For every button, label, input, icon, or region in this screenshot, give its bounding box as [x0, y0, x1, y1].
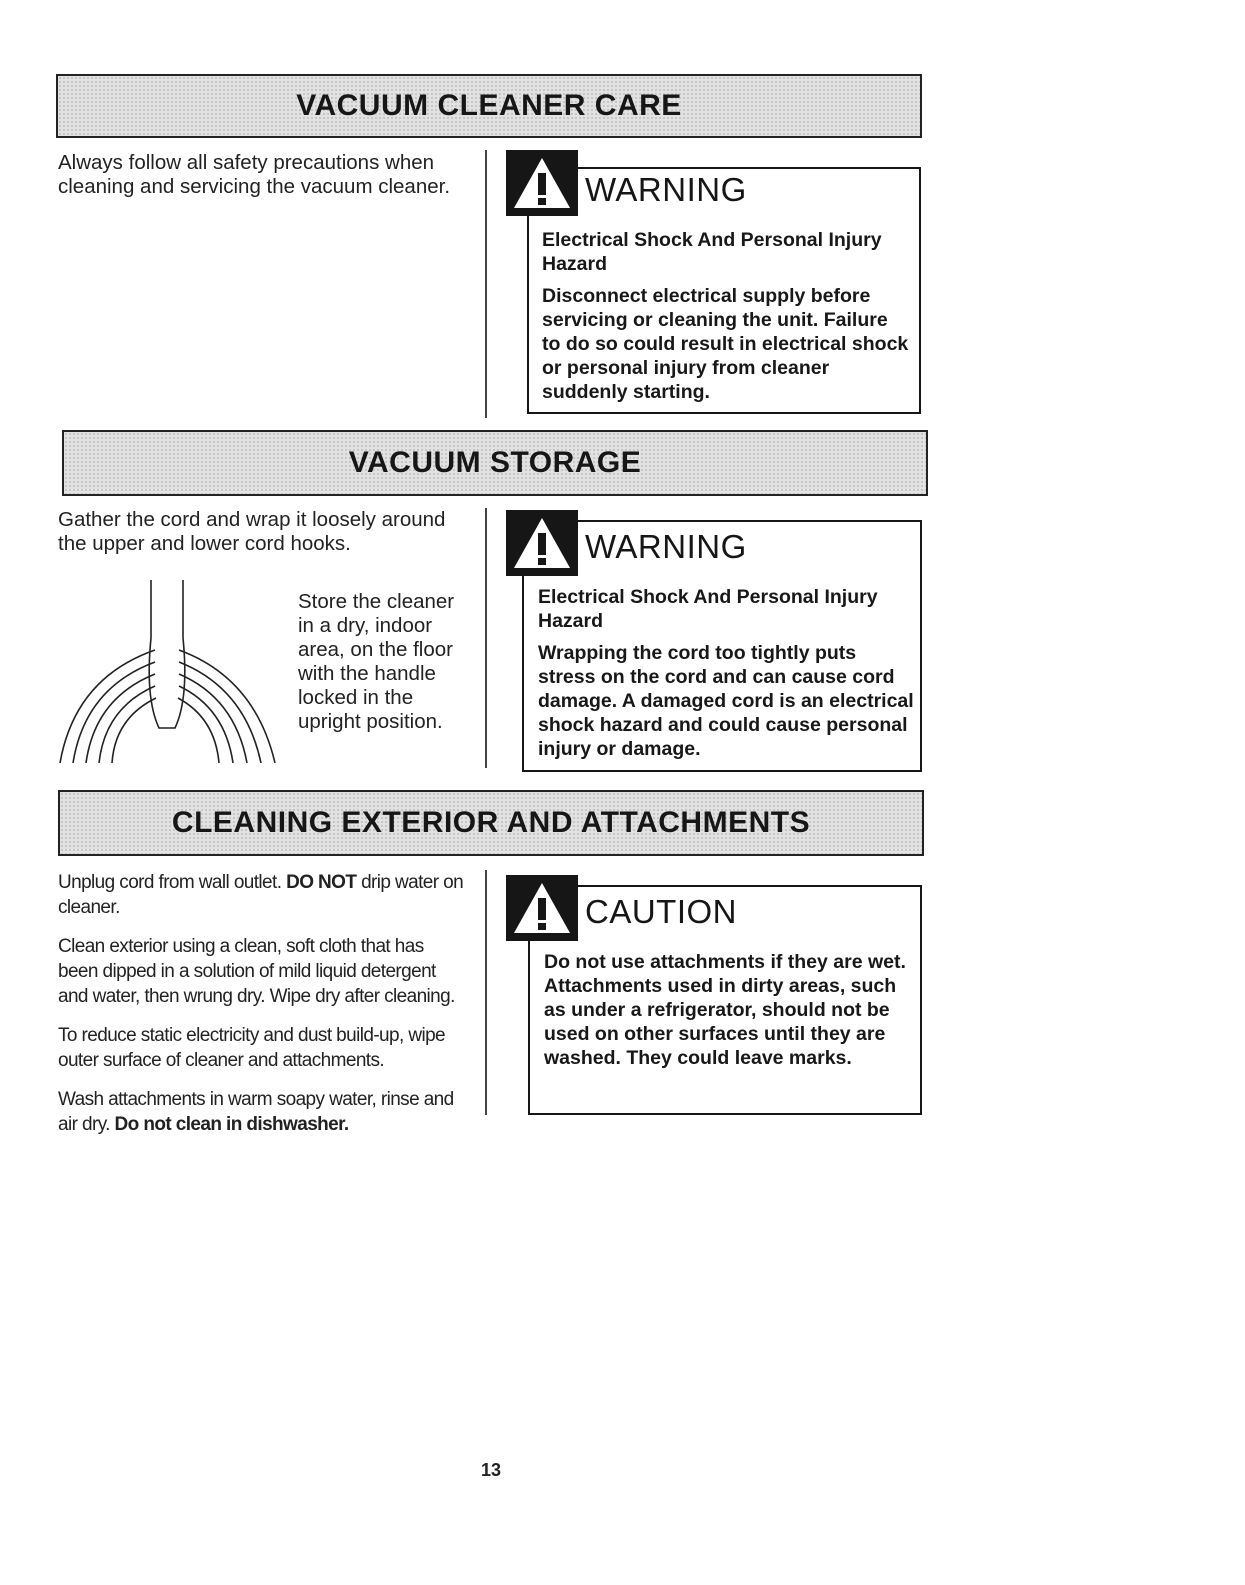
section-title: VACUUM STORAGE — [348, 446, 642, 479]
cleaning-paragraph-1 — [58, 870, 468, 920]
paragraph-text: Wash attachments in warm soapy water, rinse and air dry. — [58, 1089, 454, 1135]
section-header-cleaning — [58, 790, 924, 856]
warning-body-storage — [538, 585, 914, 769]
emphasis-text: Do not clean in dishwasher. — [114, 1114, 349, 1135]
storage-intro-paragraph: Gather the cord and wrap it loosely around the upper and lower cord hooks. — [58, 508, 446, 555]
caution-body — [544, 950, 912, 1078]
warning-icon — [506, 150, 578, 216]
storage-intro-text — [58, 508, 468, 568]
section-header-storage — [62, 430, 928, 496]
page-number: 13 — [481, 1460, 502, 1480]
warning-message: Wrapping the cord too tightly puts stress on the cord and can cause cord damage. A damaged cord is an electrical shock hazard and could cause personal injury or damage. — [538, 642, 914, 760]
column-divider — [485, 150, 487, 418]
care-intro-text — [58, 151, 468, 211]
warning-title: WARNING — [585, 171, 747, 208]
column-divider — [485, 508, 487, 768]
cleaning-text — [58, 870, 468, 1151]
hazard-heading: Electrical Shock And Personal Injury Hazard — [538, 586, 878, 632]
storage-instructions — [298, 590, 468, 746]
warning-title: WARNING — [585, 528, 747, 565]
section-title: VACUUM CLEANER CARE — [296, 89, 682, 122]
column-divider — [485, 870, 487, 1115]
caution-icon — [506, 875, 578, 941]
caution-title: CAUTION — [585, 893, 737, 930]
warning-message: Disconnect electrical supply before servicing or cleaning the unit. Failure to do so could result in electrical shock or personal injury from cleaner suddenly starting. — [542, 285, 909, 403]
emphasis-text: DO NOT — [286, 872, 357, 893]
cleaning-paragraph-4 — [58, 1087, 468, 1137]
store-paragraph: Store the cleaner in a dry, indoor area, on the floor with the handle locked in the upright position. — [298, 590, 455, 733]
paragraph-text: Unplug cord from wall outlet. — [58, 872, 282, 893]
care-intro-paragraph: Always follow all safety precautions when cleaning and servicing the vacuum cleaner. — [58, 151, 451, 198]
warning-icon — [506, 510, 578, 576]
cord-hook-illustration — [55, 578, 285, 768]
section-title: CLEANING EXTERIOR AND ATTACHMENTS — [171, 806, 811, 839]
cleaning-paragraph-3: To reduce static electricity and dust build-up, wipe outer surface of cleaner and attachments. — [58, 1025, 446, 1071]
hazard-heading: Electrical Shock And Personal Injury Hazard — [542, 229, 882, 275]
warning-body-care — [542, 228, 910, 412]
caution-message: Do not use attachments if they are wet. Attachments used in dirty areas, such as under a refrigerator, should not be used on other surfaces until they are washed. They could leave marks. — [544, 951, 906, 1069]
paragraph-text: drip water on cleaner. — [58, 872, 464, 918]
section-header-care — [56, 74, 922, 138]
cleaning-paragraph-2: Clean exterior using a clean, soft cloth that has been dipped in a solution of mild liquid detergent and water, then wrung dry. Wipe dry after cleaning. — [58, 936, 455, 1007]
